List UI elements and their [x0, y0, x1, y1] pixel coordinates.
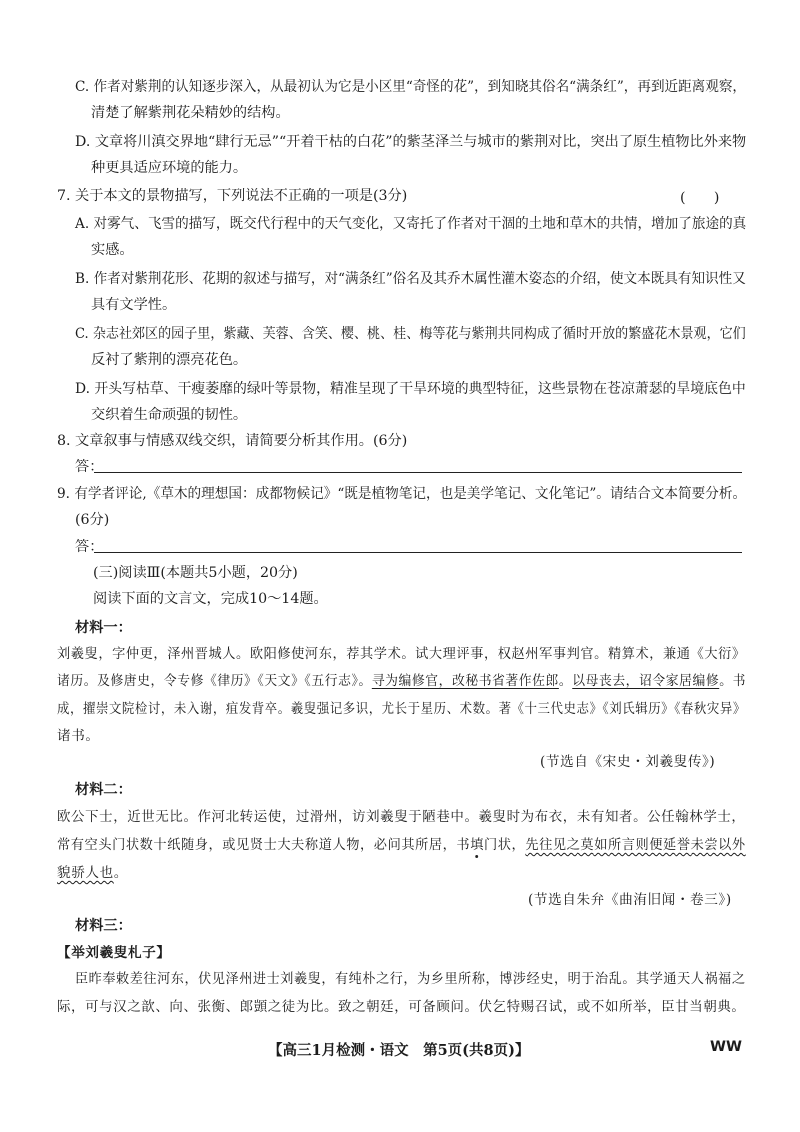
material1-line4: 诸书。: [57, 728, 100, 744]
q7-option-d-line2: 交织着生命顽强的韧性。: [91, 407, 248, 423]
q6-option-d-line1: D. 文章将川滇交界地“肆行无忌”“开着干枯的白花”的紫茎泽兰与城市的紫荆对比，突出了原生植物比外来物: [75, 134, 747, 150]
section3-instruction: 阅读下面的文言文，完成10～14题。: [93, 591, 328, 607]
q9-answer-label: 答：: [75, 539, 104, 555]
material2-dotted-char: 填: [470, 837, 484, 853]
q7-option-c-line1: C. 杂志社郊区的园子里，紫藏、芙蓉、含笑、樱、桃、桂、梅等花与紫荆共同构成了循时开放的繁盛花木景观，它们: [75, 326, 746, 342]
material2-source: (节选自朱弁《曲洧旧闻・卷三》): [528, 892, 732, 908]
material2-line2-a: 常有空头门状数十纸随身，或见贤士大夫称道人物，必问其所居，书: [57, 837, 471, 853]
material3-label: 材料三：: [75, 918, 132, 934]
q6-option-c-line1: C. 作者对紫荆的认知逐步深入，从最初认为它是小区里“奇怪的花”，到知晓其俗名“满条红”，再到近距离观察，: [75, 79, 747, 95]
q8-stem: 8. 文章叙事与情感双线交织，请简要分析其作用。(6分): [57, 433, 408, 449]
material2-line1: 欧公下士，近世无比。作河北转运使，过滑州，访刘羲叟于陋巷中。羲叟时为布衣，未有知者。公任翰林学士，: [57, 809, 746, 825]
material1-line2-a: 诸历。及修唐史，令专修《律历》《天文》《五行志》。: [57, 673, 372, 689]
material3-line1: 臣昨奉敕差往河东，伏见泽州进士刘羲叟，有纯朴之行，为乡里所称，博涉经史，明于治乱。其学通天人祸福之: [75, 971, 746, 987]
q7-option-a-line2: 实感。: [91, 242, 134, 258]
material2-label: 材料二：: [75, 782, 132, 798]
material2-line2-b: 门状，: [483, 837, 526, 853]
q9-stem-line1: 9. 有学者评论,《草木的理想国：成都物候记》“既是植物笔记，也是美学笔记、文化笔记”。请结合文本简要分析。: [57, 486, 747, 502]
material1-line1: 刘羲叟，字仲更，泽州晋城人。欧阳修使河东，荐其学术。试大理评事，权赵州军事判官。精算术，兼通《大衍》: [57, 646, 746, 662]
material1-source: (节选自《宋史・刘羲叟传》): [540, 754, 716, 770]
material3-line2: 际，可与汉之歆、向、张衡、郎顗之徒为比。致之朝廷，可备顾问。伏乞特赐召试，或不如所举，臣甘当朝典。: [57, 999, 746, 1015]
material1-line3: 成，擢崇文院检讨，未入谢，疽发背卒。羲叟强记多识，尤长于星历、术数。著《十三代史志》《刘氏辑历》《春秋灾异》: [57, 701, 746, 717]
section3-title: (三)阅读Ⅲ(本题共5小题，20分): [93, 565, 298, 581]
q6-option-d-line2: 种更具适应环境的能力。: [91, 160, 248, 176]
material1-label: 材料一：: [75, 620, 132, 636]
q7-stem: 7. 关于本文的景物描写，下列说法不正确的一项是(3分): [57, 188, 408, 204]
material2-wavy-line3: 貌骄人也: [57, 865, 114, 881]
q8-answer-label: 答：: [75, 459, 104, 475]
q7-option-b-line2: 具有文学性。: [91, 297, 177, 313]
q7-option-b-line1: B. 作者对紫荆花形、花期的叙述与描写，对“满条红”俗名及其乔木属性灌木姿态的介绍，使文本既具有知识性又: [75, 271, 746, 287]
q7-answer-bracket: ( ): [680, 190, 720, 206]
footer-code: WW: [710, 1039, 742, 1055]
material1-line2: [57, 672, 746, 690]
material2-line3-end: 。: [113, 865, 128, 881]
material2-line3: [57, 864, 128, 882]
material2-wavy-line2: 先往见之莫如所言则便延誉未尝以外: [525, 837, 746, 853]
page-footer: 【高三1月检测・语文 第5页(共8页)】: [268, 1042, 530, 1059]
material3-subtitle: 【举刘羲叟札子】: [57, 945, 171, 961]
material2-line2: [57, 836, 746, 854]
q9-answer-line[interactable]: [94, 552, 742, 553]
q7-option-a-line1: A. 对雾气、飞雪的描写，既交代行程中的天气变化，又寄托了作者对干涸的土地和草木的共情，增加了旅途的真: [75, 216, 747, 232]
material1-underlined-1: 寻为编修官，改秘书省著作佐郎: [371, 673, 559, 689]
q6-option-c-line2: 清楚了解紫荆花朵精妙的结构。: [91, 105, 290, 121]
material1-line2-d: 。书: [719, 673, 746, 689]
q7-option-d-line1: D. 开头写枯草、干瘦萎靡的绿叶等景物，精准呈现了干旱环境的典型特征，这些景物在苍凉萧瑟的旱境底色中: [75, 381, 746, 397]
q9-stem-line2: (6分): [75, 512, 110, 528]
q8-answer-line[interactable]: [94, 472, 742, 473]
material1-underlined-2: 以母丧去，诏令家居编修: [572, 673, 720, 689]
q7-option-c-line2: 反衬了紫荆的漂亮花色。: [91, 352, 248, 368]
material1-line2-c-plain: 。: [558, 673, 573, 689]
